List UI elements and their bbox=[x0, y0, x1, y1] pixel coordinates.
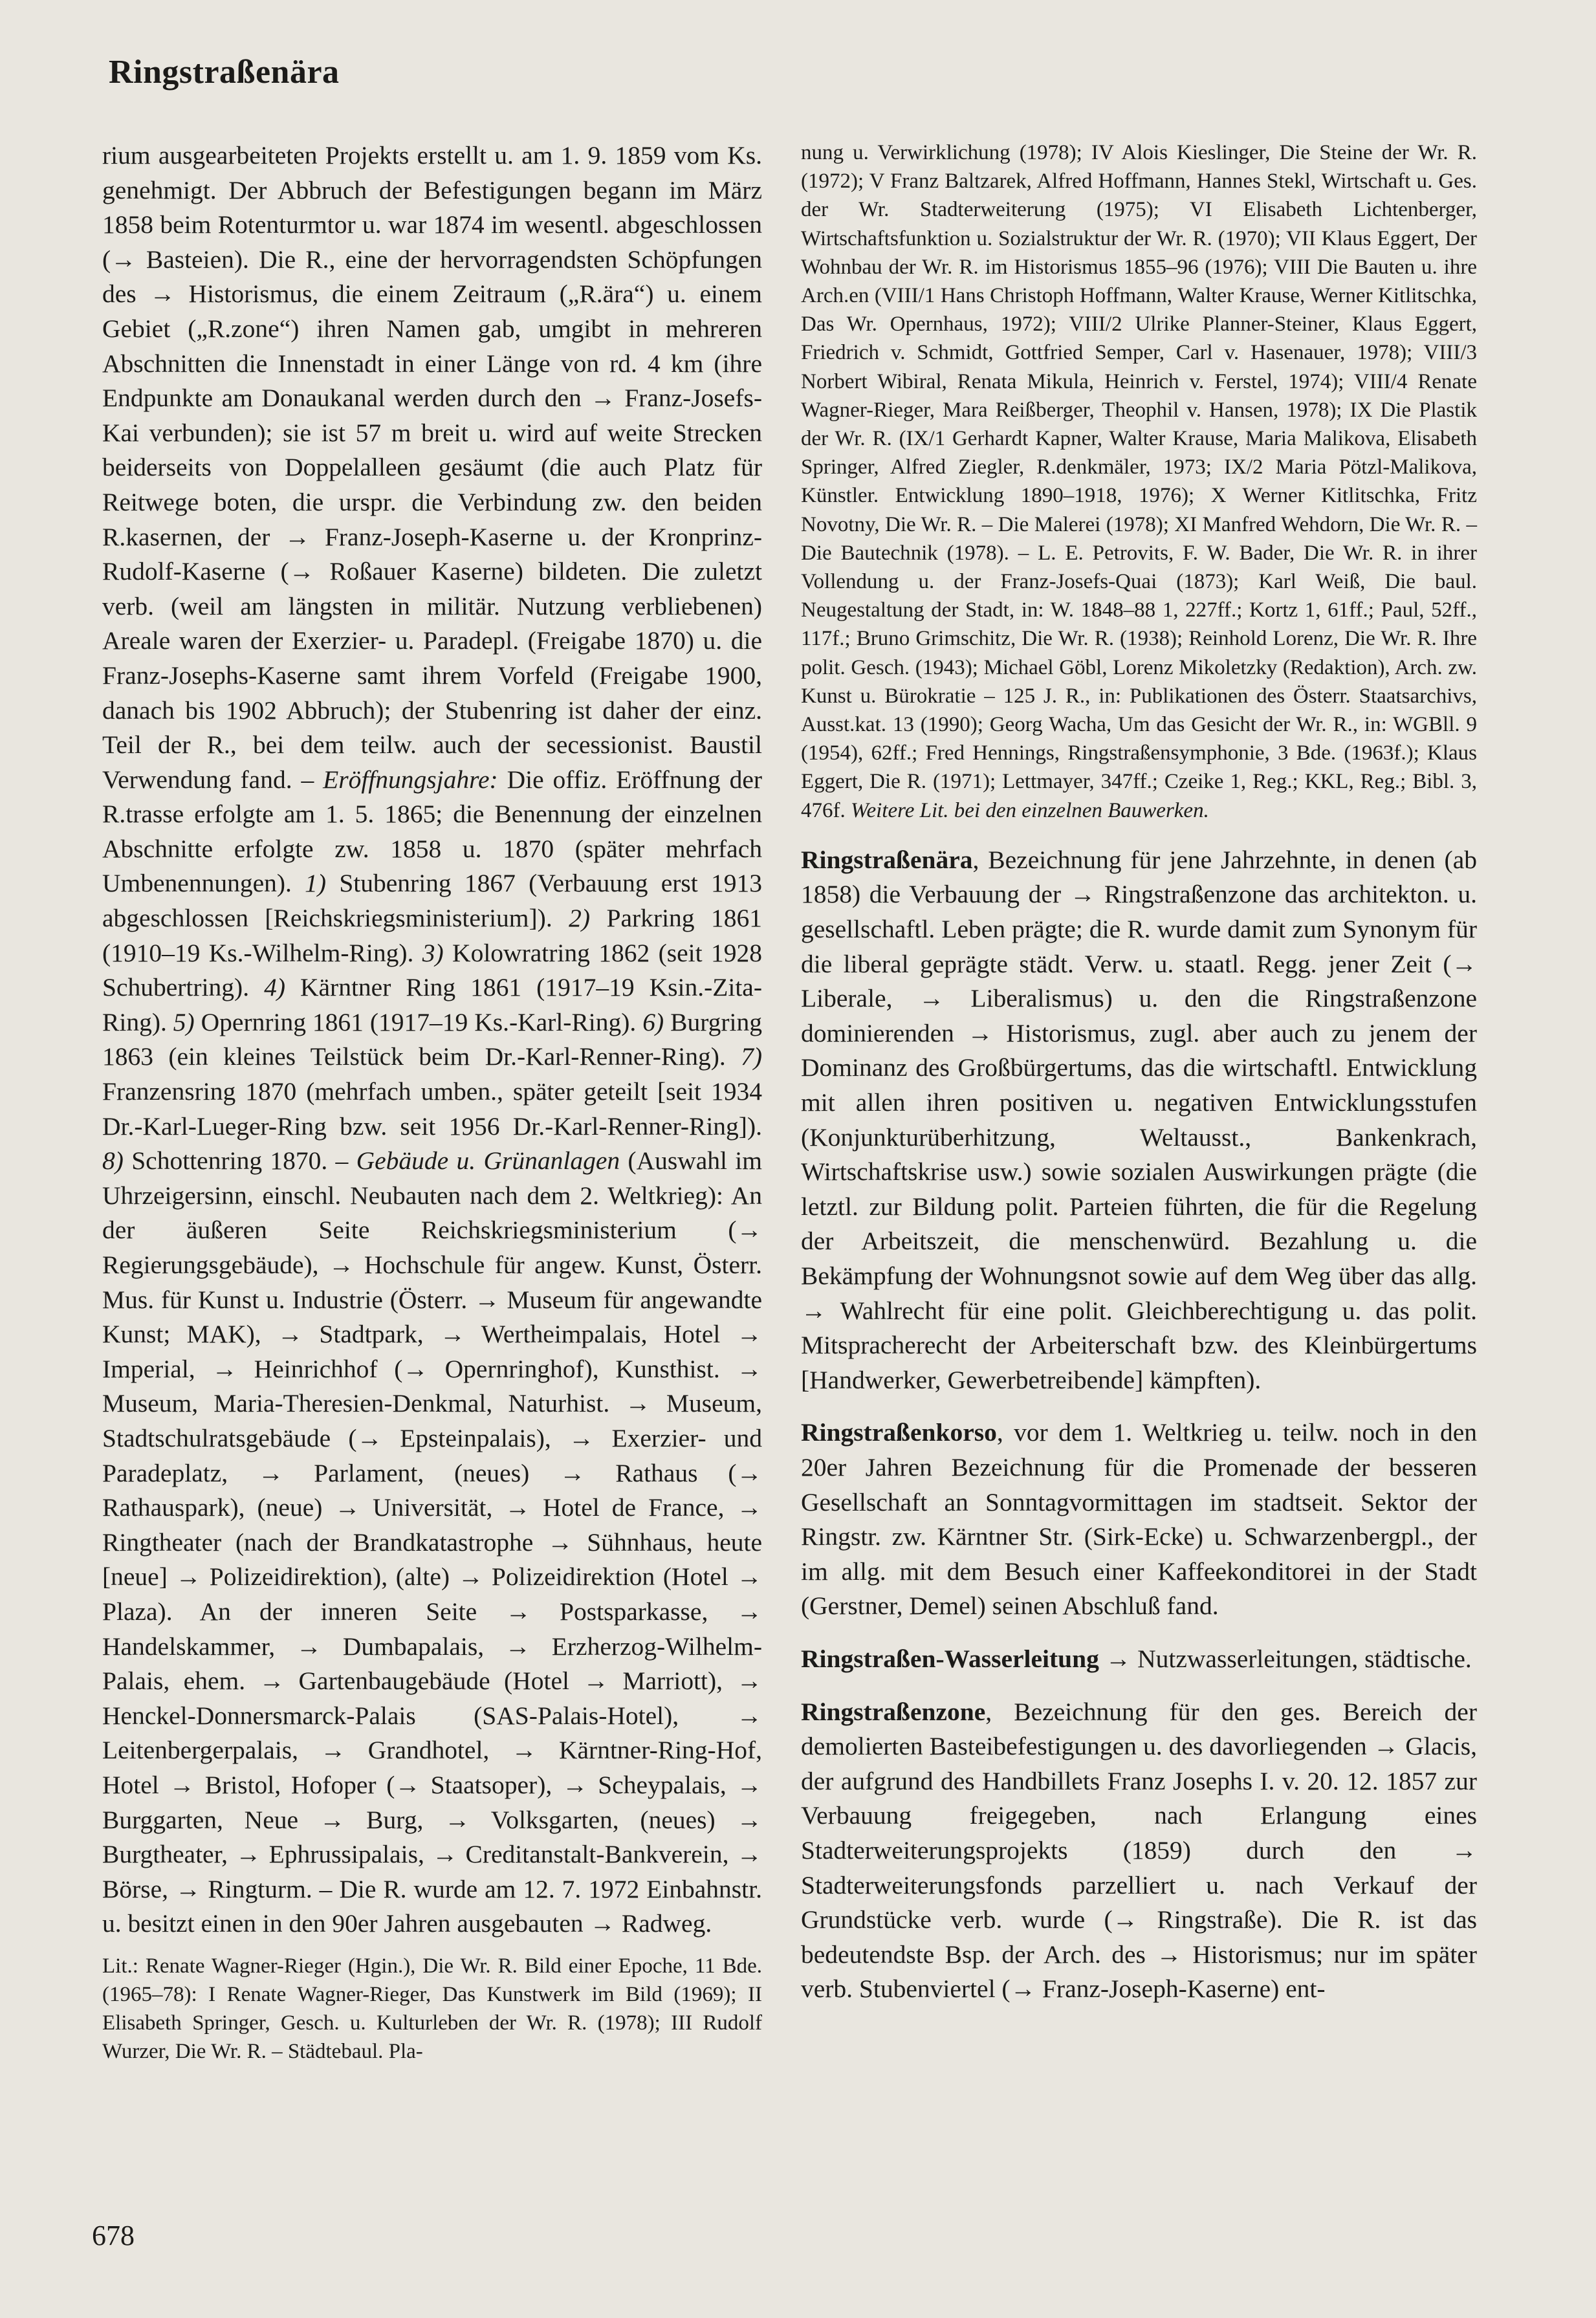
page-number: 678 bbox=[92, 2220, 135, 2251]
literature-list: Lit.: Renate Wagner-Rieger (Hgin.), Die Wr. R. Bild einer Epoche, 11 Bde. (1965–78): I Renate Wagner-Rieger, Das Kunstwerk im Bild (1969); II Elisabeth Springer, Gesch. u. Kulturleben der Wr. R. (1978); III Rudolf Wurzer, Die Wr. R. – Städtebaul. Pla- bbox=[102, 1954, 762, 2064]
left-column bbox=[102, 138, 762, 2066]
right-column bbox=[801, 138, 1477, 2007]
entry-ringstrassen-wasserleitung: Ringstraßen-Wasserleitung → Nutzwasserleitungen, städtische. bbox=[801, 1644, 1472, 1673]
headword: Ringstraßenära bbox=[801, 845, 973, 874]
entry-ringstrassenkorso: Ringstraßenkorso, vor dem 1. Weltkrieg u. teilw. noch in den 20er Jahren Bezeichnung für die Promenade der besseren Gesellschaft an Sonntagvormittagen im stadtseit. Sektor der Ringstr. zw. Kärntner Str. (Sirk-Ecke) u. Schwarzenbergpl., der im allg. mit dem Besuch einer Kaffeekonditorei in der Stadt (Gerstner, Demel) seinen Abschluß fand. bbox=[801, 1418, 1477, 1621]
headword: Ringstraßen-Wasserleitung bbox=[801, 1644, 1099, 1673]
headword: Ringstraßenkorso bbox=[801, 1418, 997, 1447]
entry-ringstrassenzone: Ringstraßenzone, Bezeichnung für den ges. Bereich der demolierten Basteibefestigungen u. des davorliegenden → Glacis, der aufgrund des Handbillets Franz Josephs I. v. 20. 12. 1857 zur Verbauung freigegeben, nach Erlangung eines Stadterweiterungsprojekts (1859) durch den → Stadterweiterungsfonds parzelliert u. nach Verkauf der Grundstücke verb. wurde (→ Ringstraße). Die R. ist das bedeutendste Bsp. der Arch. des → Historismus; nur im später verb. Stubenviertel (→ Franz-Joseph-Kaserne) ent- bbox=[801, 1697, 1477, 2004]
ringstrasse-entry-continuation: rium ausgearbeiteten Projekts erstellt u. am 1. 9. 1859 vom Ks. genehmigt. Der Abbruch der Befestigungen begann im März 1858 beim Rotenturmtor u. war 1874 im wesentl. abgeschlossen (→ Basteien). Die R., eine der hervorragendsten Schöpfungen des → Historismus, die einem Zeitraum („R.ära“) u. einem Gebiet („R.zone“) ihren Namen gab, umgibt in mehreren Abschnitten die Innenstadt in einer Länge von rd. 4 km (ihre Endpunkte am Donaukanal werden durch den → Franz-Josefs-Kai verbunden); sie ist 57 m breit u. wird auf weite Strecken beiderseits von Doppelalleen gesäumt (die auch Platz für Reitwege boten, die urspr. die Verbindung zw. den beiden R.kasernen, der → Franz-Joseph-Kaserne u. der Kronprinz-Rudolf-Kaserne (→ Roßauer Kaserne) bildeten. Die zuletzt verb. (weil am längsten in militär. Nutzung verbliebenen) Areale waren der Exerzier- u. Paradepl. (Freigabe 1870) u. die Franz-Josephs-Kaserne samt ihrem Vorfeld (Freigabe 1900, danach bis 1902 Abbruch); der Stubenring ist daher der einz. Teil der R., bei dem teilw. auch der secessionist. Baustil Verwendung fand. – Eröffnungsjahre: Die offiz. Eröffnung der R.trasse erfolgte am 1. 5. 1865; die Benennung der einzelnen Abschnitte erfolgte zw. 1858 u. 1870 (später mehrfach Umbenennungen). 1) Stubenring 1867 (Verbauung erst 1913 abgeschlossen [Reichskriegsministerium]). 2) Parkring 1861 (1910–19 Ks.-Wilhelm-Ring). 3) Kolowratring 1862 (seit 1928 Schubertring). 4) Kärntner Ring 1861 (1917–19 Ksin.-Zita-Ring). 5) Opernring 1861 (1917–19 Ks.-Karl-Ring). 6) Burgring 1863 (ein kleines Teilstück beim Dr.-Karl-Renner-Ring). 7) Franzensring 1870 (mehrfach umben., später geteilt [seit 1934 Dr.-Karl-Lueger-Ring bzw. seit 1956 Dr.-Karl-Renner-Ring]). 8) Schottenring 1870. – Gebäude u. Grünanlagen (Auswahl im Uhrzeigersinn, einschl. Neubauten nach dem 2. Weltkrieg): An der äußeren Seite Reichskriegsministerium (→ Regierungsgebäude), → Hochschule für angew. Kunst, Österr. Mus. für Kunst u. Industrie (Österr. → Museum für angewandte Kunst; MAK), → Stadtpark, → Wertheimpalais, Hotel → Imperial, → Heinrichhof (→ Opernringhof), Kunsthist. → Museum, Maria-Theresien-Denkmal, Naturhist. → Museum, Stadtschulratsgebäude (→ Epsteinpalais), → Exerzier- und Paradeplatz, → Parlament, (neues) → Rathaus (→ Rathauspark), (neue) → Universität, → Hotel de France, → Ringtheater (nach der Brandkatastrophe → Sühnhaus, heute [neue] → Polizeidirektion), (alte) → Polizeidirektion (Hotel → Plaza). An der inneren Seite → Postsparkasse, → Handelskammer, → Dumbapalais, → Erzherzog-Wilhelm-Palais, ehem. → Gartenbaugebäude (Hotel → Marriott), → Henckel-Donnersmarck-Palais (SAS-Palais-Hotel), → Leitenbergerpalais, → Grandhotel, → Kärntner-Ring-Hof, Hotel → Bristol, Hofoper (→ Staatsoper), → Scheypalais, → Burggarten, Neue → Burg, → Volksgarten, (neues) → Burgtheater, → Ephrussipalais, → Creditanstalt-Bankverein, → Börse, → Ringturm. – Die R. wurde am 12. 7. 1972 Einbahnstr. u. besitzt einen in den 90er Jahren ausgebauten → Radweg. bbox=[102, 141, 763, 1938]
running-head: Ringstraßenära bbox=[109, 54, 340, 91]
headword: Ringstraßenzone bbox=[801, 1697, 986, 1726]
entry-ringstrassenaera: Ringstraßenära, Bezeichnung für jene Jahrzehnte, in denen (ab 1858) die Verbauung der → Ringstraßenzone das architekton. u. gesellschaftl. Leben prägte; die R. wurde damit zum Synonym für die liberal geprägte städt. Verw. u. staatl. Regg. jener Zeit (→ Liberale, → Liberalismus) u. den die Ringstraßenzone dominierenden → Historismus, zugl. aber auch zu jenem der Dominanz des Großbürgertums, das die wirtschaftl. Entwicklung mit allen ihren positiven u. negativen Entwicklungsstufen (Konjunkturüberhitzung, Weltausst., Bankenkrach, Wirtschaftskrise usw.) sowie sozialen Auswirkungen prägte (die letztl. zur Bildung polit. Parteien führten, die für die Regelung der Arbeitszeit, die menschenwürd. Bezahlung u. die Bekämpfung der Wohnungsnot sowie auf dem Weg über das allg. → Wahlrecht für eine polit. Gleichberechtigung u. das polit. Mitspracherecht der Arbeiterschaft bzw. des Kleinbürgertums [Handwerker, Gewerbetreibende] kämpften). bbox=[801, 845, 1477, 1394]
literature-list-continued: nung u. Verwirklichung (1978); IV Alois Kieslinger, Die Steine der Wr. R. (1972); V Franz Baltzarek, Alfred Hoffmann, Hannes Stekl, Wirtschaft u. Ges. der Wr. Stadterweiterung (1975); VI Elisabeth Lichtenberger, Wirtschaftsfunktion u. Sozialstruktur der Wr. R. (1970); VII Klaus Eggert, Der Wohnbau der Wr. R. im Historismus 1855–96 (1976); VIII Die Bauten u. ihre Arch.en (VIII/1 Hans Christoph Hoffmann, Walter Krause, Werner Kitlitschka, Das Wr. Opernhaus, 1972); VIII/2 Ulrike Planner-Steiner, Klaus Eggert, Friedrich v. Schmidt, Gottfried Semper, Carl v. Hasenauer, 1978); VIII/3 Norbert Wibiral, Renata Mikula, Heinrich v. Ferstel, 1974); VIII/4 Renate Wagner-Rieger, Mara Reißberger, Theophil v. Hansen, 1978); IX Die Plastik der Wr. R. (IX/1 Gerhardt Kapner, Walter Krause, Maria Malikova, Elisabeth Springer, Alfred Ziegler, R.denkmäler, 1973; IX/2 Maria Pötzl-Malikova, Künstler. Entwicklung 1890–1918, 1976); X Werner Kitlitschka, Fritz Novotny, Die Wr. R. – Die Malerei (1978); XI Manfred Wehdorn, Die Wr. R. – Die Bautechnik (1978). – L. E. Petrovits, F. W. Bader, Die Wr. R. in ihrer Vollendung u. der Franz-Josefs-Quai (1873); Karl Weiß, Die baul. Neugestaltung der Stadt, in: W. 1848–88 1, 227ff.; Kortz 1, 61ff.; Paul, 52ff., 117f.; Bruno Grimschitz, Die Wr. R. (1938); Reinhold Lorenz, Die Wr. R. Ihre polit. Gesch. (1943); Michael Göbl, Lorenz Mikoletzky (Redaktion), Arch. zw. Kunst u. Bürokratie – 125 J. R., in: Publikationen des Österr. Staatsarchivs, Ausst.kat. 13 (1990); Georg Wacha, Um das Gesicht der Wr. R., in: WGBll. 9 (1954), 62ff.; Fred Hennings, Ringstraßensymphonie, 3 Bde. (1963f.); Klaus Eggert, Die R. (1971); Lettmayer, 347ff.; Czeike 1, Reg.; KKL, Reg.; Bibl. 3, 476f. Weitere Lit. bei den einzelnen Bauwerken. bbox=[801, 141, 1477, 822]
